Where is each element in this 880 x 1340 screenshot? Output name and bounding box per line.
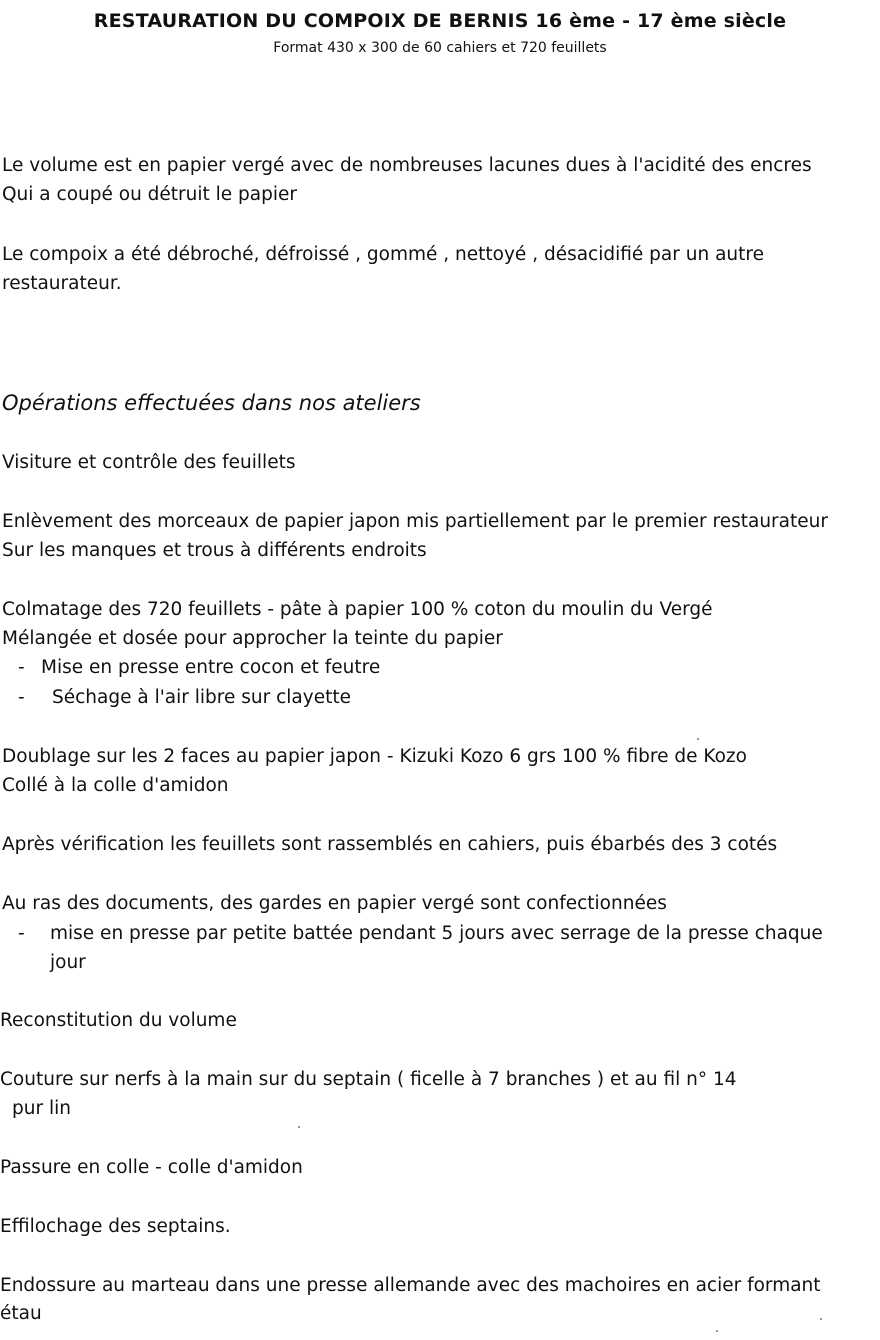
step-reconstitution: Reconstitution du volume: [0, 1010, 237, 1031]
step-effilochage: Effilochage des septains.: [0, 1216, 231, 1237]
step-enlevement-line-1: Enlèvement des morceaux de papier japon mis partiellement par le premier restaurateur: [2, 511, 828, 532]
step-colmatage-bullet-1: Mise en presse entre cocon et feutre: [41, 657, 381, 678]
step-passure: Passure en colle - colle d'amidon: [0, 1157, 303, 1178]
bullet-dash: -: [18, 923, 25, 944]
intro-paragraph-2-line-2: restaurateur.: [2, 273, 122, 294]
step-visiture: Visiture et contrôle des feuillets: [2, 452, 296, 473]
scan-speck: [298, 1126, 300, 1128]
scan-speck: [716, 1330, 718, 1332]
bullet-dash: -: [18, 657, 25, 678]
step-endossure-line-1: Endossure au marteau dans une presse allemande avec des machoires en acier formant: [0, 1275, 821, 1296]
bullet-dash: -: [18, 687, 25, 708]
scan-speck: [697, 738, 699, 740]
step-couture-line-1: Couture sur nerfs à la main sur du septain ( ficelle à 7 branches ) et au fil n° 14: [0, 1069, 737, 1090]
step-doublage-line-1: Doublage sur les 2 faces au papier japon - Kizuki Kozo 6 grs 100 % fibre de Kozo: [2, 746, 747, 767]
intro-paragraph-2-line-1: Le compoix a été débroché, défroissé , gommé , nettoyé , désacidifié par un autre: [2, 244, 764, 265]
step-doublage-line-2: Collé à la colle d'amidon: [2, 775, 229, 796]
step-gardes-bullet-line-1: mise en presse par petite battée pendant 5 jours avec serrage de la presse chaque: [50, 923, 823, 944]
step-verification: Après vérification les feuillets sont rassemblés en cahiers, puis ébarbés des 3 cotés: [2, 834, 778, 855]
step-colmatage-line-1: Colmatage des 720 feuillets - pâte à papier 100 % coton du moulin du Vergé: [2, 599, 713, 620]
intro-paragraph-1-line-1: Le volume est en papier vergé avec de nombreuses lacunes dues à l'acidité des encres: [2, 155, 812, 176]
step-gardes-bullet-line-2: jour: [50, 952, 86, 973]
document-subtitle: Format 430 x 300 de 60 cahiers et 720 feuillets: [273, 40, 607, 56]
intro-paragraph-1-line-2: Qui a coupé ou détruit le papier: [2, 184, 298, 205]
step-enlevement-line-2: Sur les manques et trous à différents endroits: [2, 540, 427, 561]
step-endossure-line-2: étau: [0, 1303, 42, 1324]
scan-speck: [820, 1318, 822, 1320]
document-title: RESTAURATION DU COMPOIX DE BERNIS 16 ème - 17 ème siècle: [93, 10, 787, 32]
step-gardes-line-1: Au ras des documents, des gardes en papier vergé sont confectionnées: [2, 893, 667, 914]
step-colmatage-bullet-2: Séchage à l'air libre sur clayette: [52, 687, 351, 708]
step-colmatage-line-2: Mélangée et dosée pour approcher la teinte du papier: [2, 628, 503, 649]
step-couture-line-2: pur lin: [12, 1098, 71, 1119]
operations-heading: Opérations effectuées dans nos ateliers: [2, 391, 421, 415]
